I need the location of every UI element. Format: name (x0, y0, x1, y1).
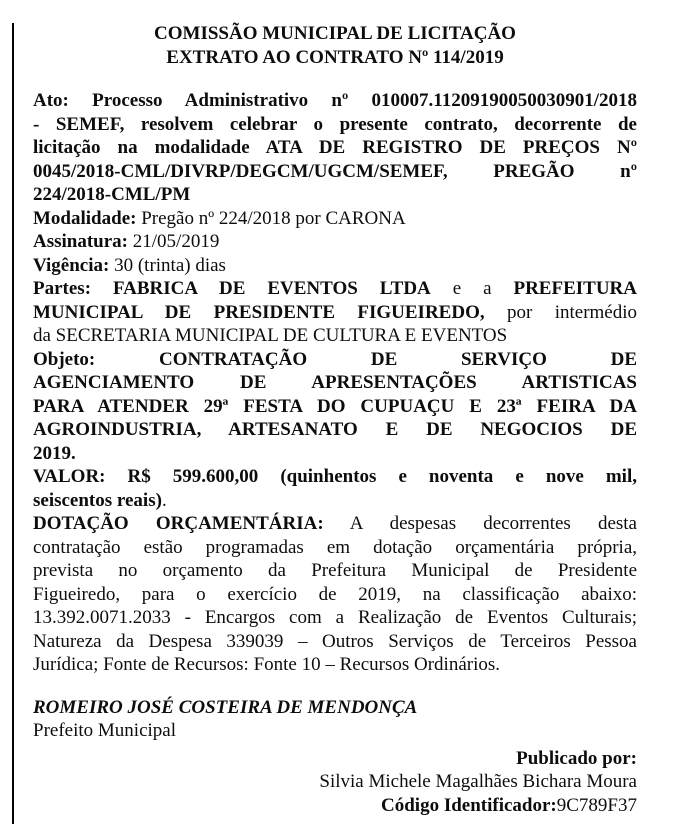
text-line: 13.392.0071.2033 - Encargos com a Realização de Eventos Culturais; (33, 607, 637, 628)
paragraph-objeto (33, 348, 637, 466)
field-value-assinatura: 21/05/2019 (128, 231, 220, 252)
paragraph-valor (33, 465, 637, 512)
text-line (33, 301, 637, 325)
paragraph-assinatura (33, 230, 637, 254)
field-value-vigencia: 30 (trinta) dias (109, 254, 226, 276)
text-line: licitação na modalidade ATA DE REGISTRO DE PREÇOS Nº (33, 137, 637, 158)
valor-amount-words-end: seiscentos reais) (33, 489, 162, 511)
published-by-name: Silvia Michele Magalhães Bichara Moura (319, 771, 637, 792)
text-line: - SEMEF, resolvem celebrar o presente contrato, decorrente de (33, 113, 637, 135)
header-extract-title: EXTRATO AO CONTRATO Nº 114/2019 (166, 46, 504, 68)
document-content (33, 22, 637, 817)
text-line (33, 489, 637, 513)
partes-conjunction: e a (430, 278, 514, 299)
text-line: Ato: Processo Administrativo nº 010007.11209190050030901/2018 (33, 90, 637, 111)
text-line: prevista no orçamento da Prefeitura Municipal de Presidente (33, 560, 637, 581)
paragraph-partes (33, 277, 637, 348)
text-line: 224/2018-CML/PM (33, 184, 191, 205)
identifier-line (33, 794, 637, 818)
text-line: Objeto: CONTRATAÇÃO DE SERVIÇO DE (33, 348, 637, 370)
text-line: contratação estão programadas em dotação orçamentária própria, (33, 536, 637, 558)
identifier-label: Código Identificador: (381, 794, 557, 816)
text-line: AGENCIAMENTO DE APRESENTAÇÕES ARTISTICAS (33, 372, 637, 393)
valor-period: . (161, 489, 167, 511)
header-commission-name: COMISSÃO MUNICIPAL DE LICITAÇÃO (154, 23, 516, 44)
text-line: PARA ATENDER 29ª FESTA DO CUPUAÇU E 23ª FEIRA DA (33, 395, 637, 417)
field-label-assinatura: Assinatura: (33, 231, 129, 252)
signature-name: ROMEIRO JOSÉ COSTEIRA DE MENDONÇA (33, 696, 418, 718)
dotacao-label: DOTAÇÃO ORÇAMENTÁRIA: (33, 513, 324, 534)
field-label-modalidade: Modalidade: (33, 207, 137, 229)
document-header (33, 22, 637, 69)
paragraph-dotacao (33, 512, 637, 677)
dotacao-text-start: A despesas decorrentes desta (323, 513, 637, 534)
text-line: Natureza da Despesa 339039 – Outros Serviços de Terceiros Pessoa (33, 630, 637, 652)
partes-intermediary: por intermédio (484, 301, 638, 323)
paragraph-ato (33, 89, 637, 207)
paragraph-modalidade (33, 207, 637, 231)
text-line: da SECRETARIA MUNICIPAL DE CULTURA E EVENTOS (33, 325, 508, 346)
field-label-vigencia: Vigência: (33, 254, 110, 276)
partes-party2-end: MUNICIPAL DE PRESIDENTE FIGUEIREDO, (33, 301, 485, 323)
partes-label-and-party1: Partes: FABRICA DE EVENTOS LTDA (33, 278, 431, 299)
text-line: Jurídica; Fonte de Recursos: Fonte 10 – Recursos Ordinários. (33, 654, 501, 675)
text-line: Figueiredo, para o exercício de 2019, na classificação abaixo: (33, 583, 637, 605)
left-border-rule (12, 23, 14, 824)
partes-party2-start: PREFEITURA (513, 278, 637, 299)
identifier-value: 9C789F37 (556, 794, 637, 816)
text-line (33, 512, 637, 536)
publication-block (33, 747, 637, 818)
signature-role: Prefeito Municipal (33, 720, 176, 741)
text-line (33, 277, 637, 301)
field-value-modalidade: Pregão nº 224/2018 por CARONA (136, 207, 406, 229)
text-line: 2019. (33, 442, 76, 464)
text-line: VALOR: R$ 599.600,00 (quinhentos e noventa e nove mil, (33, 466, 637, 487)
published-by-label: Publicado por: (516, 747, 637, 769)
paragraph-vigencia (33, 254, 637, 278)
text-line: AGROINDUSTRIA, ARTESANATO E DE NEGOCIOS DE (33, 419, 637, 440)
text-line: 0045/2018-CML/DIVRP/DEGCM/UGCM/SEMEF, PREGÃO nº (33, 160, 637, 182)
